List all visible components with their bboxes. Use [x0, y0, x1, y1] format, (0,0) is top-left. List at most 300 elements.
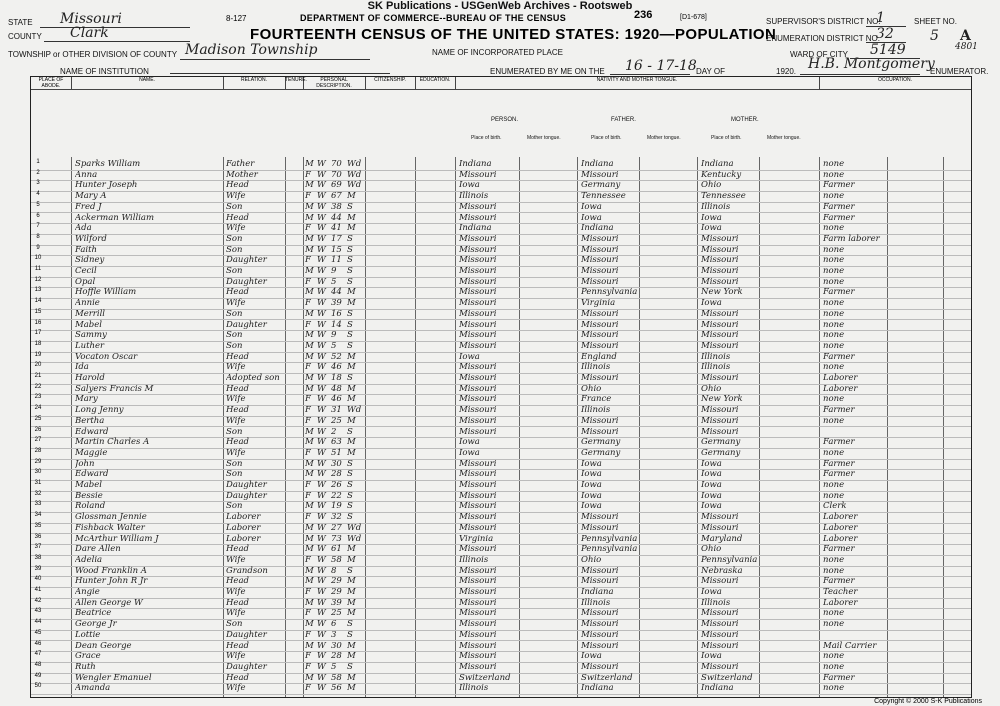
father-birthplace: Missouri: [581, 415, 619, 426]
ward-label: WARD OF CITY: [790, 50, 848, 59]
subhead-tongue-father: Mother tongue.: [647, 135, 681, 141]
sex: M: [305, 501, 314, 512]
relation: Wife: [226, 587, 246, 597]
person-name: Sammy: [75, 330, 107, 341]
father-birthplace: Missouri: [581, 629, 619, 640]
sex: M: [305, 330, 314, 341]
person-name: Hunter John R Jr: [75, 576, 148, 587]
relation: Daughter: [226, 319, 267, 330]
occupation: Laborer: [823, 533, 858, 544]
mother-birthplace: Iowa: [701, 501, 722, 512]
relation: Daughter: [226, 255, 267, 266]
sex: M: [305, 287, 314, 298]
age: 69: [331, 180, 342, 191]
occupation: none: [823, 661, 845, 672]
row-number: 15: [34, 308, 42, 315]
row-number: 41: [34, 587, 42, 593]
person-name: Mary A: [75, 191, 107, 202]
relation: Son: [226, 201, 243, 212]
marital-status: M: [347, 287, 356, 298]
mother-birthplace: Missouri: [701, 405, 739, 416]
relation: Laborer: [226, 522, 261, 533]
supervisor-label: SUPERVISOR'S DISTRICT NO.: [766, 17, 881, 26]
person-name: Luther: [75, 340, 105, 351]
marital-status: S: [347, 340, 353, 351]
father-birthplace: Iowa: [581, 651, 602, 662]
row-number: 36: [34, 533, 42, 540]
sex: F: [305, 587, 311, 597]
father-birthplace: Missouri: [581, 276, 619, 287]
marital-status: M: [347, 683, 356, 694]
father-birthplace: Iowa: [581, 501, 602, 512]
occupation: none: [823, 255, 845, 266]
person-name: Anna: [75, 169, 98, 180]
group-relation: RELATION.: [223, 77, 286, 90]
group-occupation: OCCUPATION.: [819, 77, 971, 90]
mother-birthplace: Germany: [701, 437, 741, 448]
person-name: Hoffle William: [75, 287, 137, 298]
subhead-pob-mother: Place of birth.: [711, 135, 742, 141]
institution-label: NAME OF INSTITUTION: [60, 67, 149, 76]
race: W: [317, 629, 326, 640]
father-birthplace: Virginia: [581, 298, 616, 309]
sex: F: [305, 629, 311, 640]
row-number: 5: [36, 201, 40, 208]
occupation: none: [823, 683, 845, 694]
person-name: Edward: [75, 426, 109, 437]
age: 70: [331, 159, 342, 169]
occupation: Farmer: [823, 201, 855, 212]
mother-birthplace: Illinois: [701, 597, 731, 608]
subhead-person: PERSON.: [491, 117, 519, 123]
birthplace: Missouri: [459, 469, 497, 480]
person-name: Harold: [75, 373, 105, 383]
age: 31: [331, 405, 342, 416]
row-number: 47: [34, 651, 42, 658]
age: 25: [331, 608, 342, 619]
sex: M: [305, 597, 314, 608]
father-birthplace: Indiana: [581, 683, 614, 694]
age: 14: [331, 319, 342, 330]
birthplace: Missouri: [459, 490, 497, 501]
marital-status: M: [347, 351, 356, 362]
marital-status: S: [347, 469, 353, 480]
mother-birthplace: Indiana: [701, 683, 734, 694]
sex: M: [305, 159, 314, 169]
mother-birthplace: Pennsylvania: [701, 554, 757, 565]
relation: Head: [226, 640, 249, 651]
birthplace: Iowa: [459, 180, 480, 191]
marital-status: S: [347, 458, 353, 469]
race: W: [317, 383, 326, 394]
race: W: [317, 512, 326, 523]
birthplace: Missouri: [459, 458, 497, 469]
relation: Wife: [226, 223, 246, 234]
row-number: 6: [36, 212, 40, 219]
sex: F: [305, 683, 311, 694]
sex: M: [305, 576, 314, 587]
race: W: [317, 330, 326, 341]
race: W: [317, 298, 326, 309]
age: 48: [331, 383, 342, 394]
relation: Wife: [226, 394, 246, 405]
birthplace: Missouri: [459, 373, 497, 383]
birthplace: Missouri: [459, 298, 497, 309]
birthplace: Missouri: [459, 565, 497, 576]
occupation: Farm laborer: [823, 233, 880, 244]
row-number: 42: [34, 597, 42, 604]
birthplace: Missouri: [459, 276, 497, 287]
father-birthplace: Missouri: [581, 661, 619, 672]
row-number: 2: [36, 169, 40, 176]
sex: F: [305, 298, 311, 309]
person-name: Fred J: [75, 201, 102, 212]
occupation: Farmer: [823, 287, 855, 298]
person-name: Cecil: [75, 266, 97, 276]
ward-value: 5149: [870, 42, 906, 58]
sex: F: [305, 362, 311, 373]
race: W: [317, 159, 326, 169]
race: W: [317, 640, 326, 651]
person-name: John: [75, 458, 95, 469]
enumerated-date: 16 - 17-18: [625, 58, 697, 74]
row-number: 1: [36, 159, 40, 165]
occupation: Laborer: [823, 383, 858, 394]
row-number: 17: [34, 330, 42, 337]
birthplace: Missouri: [459, 330, 497, 341]
father-birthplace: England: [581, 351, 617, 362]
person-name: Vocaton Oscar: [75, 351, 138, 362]
copyright: Copyright © 2000 S-K Publications: [874, 698, 982, 705]
marital-status: M: [347, 640, 356, 651]
occupation: Farmer: [823, 672, 855, 683]
race: W: [317, 201, 326, 212]
race: W: [317, 651, 326, 662]
marital-status: S: [347, 244, 353, 255]
birthplace: Missouri: [459, 362, 497, 373]
row-number: 22: [34, 383, 42, 390]
father-birthplace: Missouri: [581, 308, 619, 319]
row-number: 10: [34, 255, 42, 262]
father-birthplace: Iowa: [581, 490, 602, 501]
race: W: [317, 308, 326, 319]
relation: Wife: [226, 362, 246, 373]
race: W: [317, 373, 326, 383]
marital-status: S: [347, 501, 353, 512]
occupation: none: [823, 480, 845, 490]
relation: Wife: [226, 447, 246, 458]
father-birthplace: Germany: [581, 180, 621, 191]
group-citizenship: CITIZENSHIP.: [365, 77, 416, 90]
occupation: none: [823, 554, 845, 565]
relation: Head: [226, 576, 249, 587]
sex: M: [305, 373, 314, 383]
sex: F: [305, 480, 311, 490]
father-birthplace: Switzerland: [581, 672, 633, 683]
marital-status: S: [347, 661, 353, 672]
race: W: [317, 415, 326, 426]
marital-status: S: [347, 373, 353, 383]
occupation: Farmer: [823, 458, 855, 469]
birthplace: Missouri: [459, 587, 497, 597]
age: 22: [331, 490, 342, 501]
race: W: [317, 480, 326, 490]
father-birthplace: Missouri: [581, 330, 619, 341]
sex: F: [305, 276, 311, 287]
row-number: 34: [34, 512, 42, 519]
sex: M: [305, 351, 314, 362]
township-label: TOWNSHIP or OTHER DIVISION OF COUNTY: [8, 50, 178, 59]
relation: Daughter: [226, 490, 267, 501]
relation: Son: [226, 266, 243, 276]
person-name: Grace: [75, 651, 101, 662]
father-birthplace: Germany: [581, 437, 621, 448]
mother-birthplace: Illinois: [701, 201, 731, 212]
mother-birthplace: Indiana: [701, 159, 734, 169]
relation: Daughter: [226, 661, 267, 672]
father-birthplace: Missouri: [581, 608, 619, 619]
sex: M: [305, 426, 314, 437]
mother-birthplace: Iowa: [701, 469, 722, 480]
marital-status: M: [347, 651, 356, 662]
relation: Son: [226, 458, 243, 469]
birthplace: Iowa: [459, 447, 480, 458]
sex: M: [305, 266, 314, 276]
person-name: Mabel: [75, 480, 102, 490]
father-birthplace: Missouri: [581, 255, 619, 266]
race: W: [317, 619, 326, 630]
birthplace: Iowa: [459, 351, 480, 362]
county-label: COUNTY: [8, 32, 42, 41]
person-name: Faith: [75, 244, 97, 255]
father-birthplace: Pennsylvania: [581, 533, 637, 544]
occupation: Farmer: [823, 576, 855, 587]
row-number: 35: [34, 522, 42, 529]
father-birthplace: Indiana: [581, 223, 614, 234]
mother-birthplace: Missouri: [701, 276, 739, 287]
row-number: 40: [34, 576, 42, 583]
relation: Son: [226, 233, 243, 244]
marital-status: M: [347, 298, 356, 309]
age: 56: [331, 683, 342, 694]
person-name: Edward: [75, 469, 109, 480]
age: 63: [331, 437, 342, 448]
sheet-label: SHEET NO.: [914, 17, 957, 26]
person-name: Opal: [75, 276, 96, 287]
race: W: [317, 469, 326, 480]
mother-birthplace: Iowa: [701, 458, 722, 469]
race: W: [317, 533, 326, 544]
group-place-of-abode: PLACE OF ABODE.: [31, 77, 72, 90]
sheet-print-number: 236: [634, 9, 653, 21]
marital-status: M: [347, 415, 356, 426]
row-number: 33: [34, 501, 42, 508]
person-name: Beatrice: [75, 608, 112, 619]
occupation: none: [823, 191, 845, 202]
relation: Laborer: [226, 533, 261, 544]
group-tenure: TENURE.: [285, 77, 304, 90]
age: 46: [331, 394, 342, 405]
occupation: Laborer: [823, 373, 858, 383]
sex: M: [305, 619, 314, 630]
subhead-mother: MOTHER.: [731, 117, 759, 123]
father-birthplace: Tennessee: [581, 191, 626, 202]
subhead-father: FATHER.: [611, 117, 636, 123]
row-number: 24: [34, 405, 42, 412]
sex: M: [305, 437, 314, 448]
mother-birthplace: Missouri: [701, 640, 739, 651]
birthplace: Missouri: [459, 629, 497, 640]
row-number: 13: [34, 287, 42, 294]
supervisor-value: 1: [876, 10, 885, 26]
age: 28: [331, 469, 342, 480]
occupation: none: [823, 362, 845, 373]
relation: Daughter: [226, 276, 267, 287]
person-name: Angie: [75, 587, 100, 597]
race: W: [317, 490, 326, 501]
person-name: Fishback Walter: [75, 522, 145, 533]
age: 73: [331, 533, 342, 544]
father-birthplace: Missouri: [581, 619, 619, 630]
relation: Son: [226, 469, 243, 480]
birthplace: Missouri: [459, 512, 497, 523]
birthplace: Missouri: [459, 233, 497, 244]
row-number: 46: [34, 640, 42, 647]
enumerated-label: ENUMERATED BY ME ON THE: [490, 67, 605, 76]
race: W: [317, 426, 326, 437]
row-number: 3: [36, 180, 40, 187]
relation: Daughter: [226, 629, 267, 640]
person-name: Amanda: [75, 683, 111, 694]
age: 25: [331, 415, 342, 426]
sex: F: [305, 169, 311, 180]
occupation: none: [823, 308, 845, 319]
marital-status: S: [347, 629, 353, 640]
occupation: Farmer: [823, 212, 855, 223]
row-number: 43: [34, 608, 42, 615]
father-birthplace: Pennsylvania: [581, 544, 637, 555]
mother-birthplace: Missouri: [701, 576, 739, 587]
relation: Son: [226, 308, 243, 319]
occupation: none: [823, 619, 845, 630]
sheet-value: 5: [930, 28, 939, 44]
father-birthplace: Iowa: [581, 469, 602, 480]
row-number: 4: [36, 191, 40, 198]
relation: Son: [226, 501, 243, 512]
row-number: 20: [34, 362, 42, 369]
race: W: [317, 672, 326, 683]
relation: Head: [226, 672, 249, 683]
sex: M: [305, 565, 314, 576]
person-name: Wood Franklin A: [75, 565, 147, 576]
race: W: [317, 405, 326, 416]
occupation: Farmer: [823, 437, 855, 448]
age: 17: [331, 233, 342, 244]
incorporated-place-label: NAME OF INCORPORATED PLACE: [432, 48, 563, 57]
age: 3: [331, 629, 337, 640]
mother-birthplace: Iowa: [701, 651, 722, 662]
row-number: 45: [34, 629, 42, 636]
person-name: Long Jenny: [75, 405, 124, 416]
census-table: [30, 76, 972, 698]
race: W: [317, 437, 326, 448]
mother-birthplace: Missouri: [701, 233, 739, 244]
marital-status: M: [347, 447, 356, 458]
birthplace: Missouri: [459, 394, 497, 405]
mother-birthplace: Illinois: [701, 362, 731, 373]
age: 9: [331, 266, 337, 276]
sex: F: [305, 608, 311, 619]
age: 16: [331, 308, 342, 319]
occupation: none: [823, 276, 845, 287]
race: W: [317, 233, 326, 244]
person-name: Ackerman William: [75, 212, 155, 223]
occupation: none: [823, 651, 845, 662]
mother-birthplace: Missouri: [701, 661, 739, 672]
marital-status: Wd: [347, 533, 362, 544]
marital-status: M: [347, 212, 356, 223]
mother-birthplace: Iowa: [701, 223, 722, 234]
mother-birthplace: Kentucky: [701, 169, 742, 180]
occupation: none: [823, 415, 845, 426]
occupation: Clerk: [823, 501, 847, 512]
relation: Laborer: [226, 512, 261, 523]
marital-status: S: [347, 330, 353, 341]
birthplace: Missouri: [459, 619, 497, 630]
marital-status: M: [347, 672, 356, 683]
subhead-tongue-person: Mother tongue.: [527, 135, 561, 141]
birthplace: Missouri: [459, 608, 497, 619]
birthplace: Missouri: [459, 661, 497, 672]
sex: F: [305, 394, 311, 405]
person-name: Dean George: [75, 640, 132, 651]
age: 61: [331, 544, 342, 555]
corner-note: 4801: [955, 42, 978, 52]
relation: Mother: [226, 169, 258, 180]
age: 27: [331, 522, 342, 533]
row-number: 8: [36, 233, 40, 240]
person-name: Lottie: [75, 629, 101, 640]
age: 41: [331, 223, 342, 234]
person-name: Martin Charles A: [75, 437, 150, 448]
marital-status: Wd: [347, 522, 362, 533]
person-name: Glossman Jennie: [75, 512, 147, 523]
row-number: 25: [34, 415, 42, 422]
row-number: 31: [34, 480, 42, 486]
occupation: none: [823, 394, 845, 405]
race: W: [317, 608, 326, 619]
age: 19: [331, 501, 342, 512]
mother-birthplace: Missouri: [701, 522, 739, 533]
race: W: [317, 661, 326, 672]
father-birthplace: Missouri: [581, 244, 619, 255]
birthplace: Switzerland: [459, 672, 511, 683]
marital-status: S: [347, 565, 353, 576]
age: 15: [331, 244, 342, 255]
person-name: Salyers Francis M: [75, 383, 154, 394]
mother-birthplace: Iowa: [701, 490, 722, 501]
age: 44: [331, 287, 342, 298]
marital-status: S: [347, 255, 353, 266]
mother-birthplace: Iowa: [701, 212, 722, 223]
relation: Wife: [226, 683, 246, 694]
birthplace: Indiana: [459, 159, 492, 169]
relation: Son: [226, 330, 243, 341]
occupation: Farmer: [823, 180, 855, 191]
marital-status: Wd: [347, 169, 362, 180]
race: W: [317, 255, 326, 266]
birthplace: Missouri: [459, 405, 497, 416]
